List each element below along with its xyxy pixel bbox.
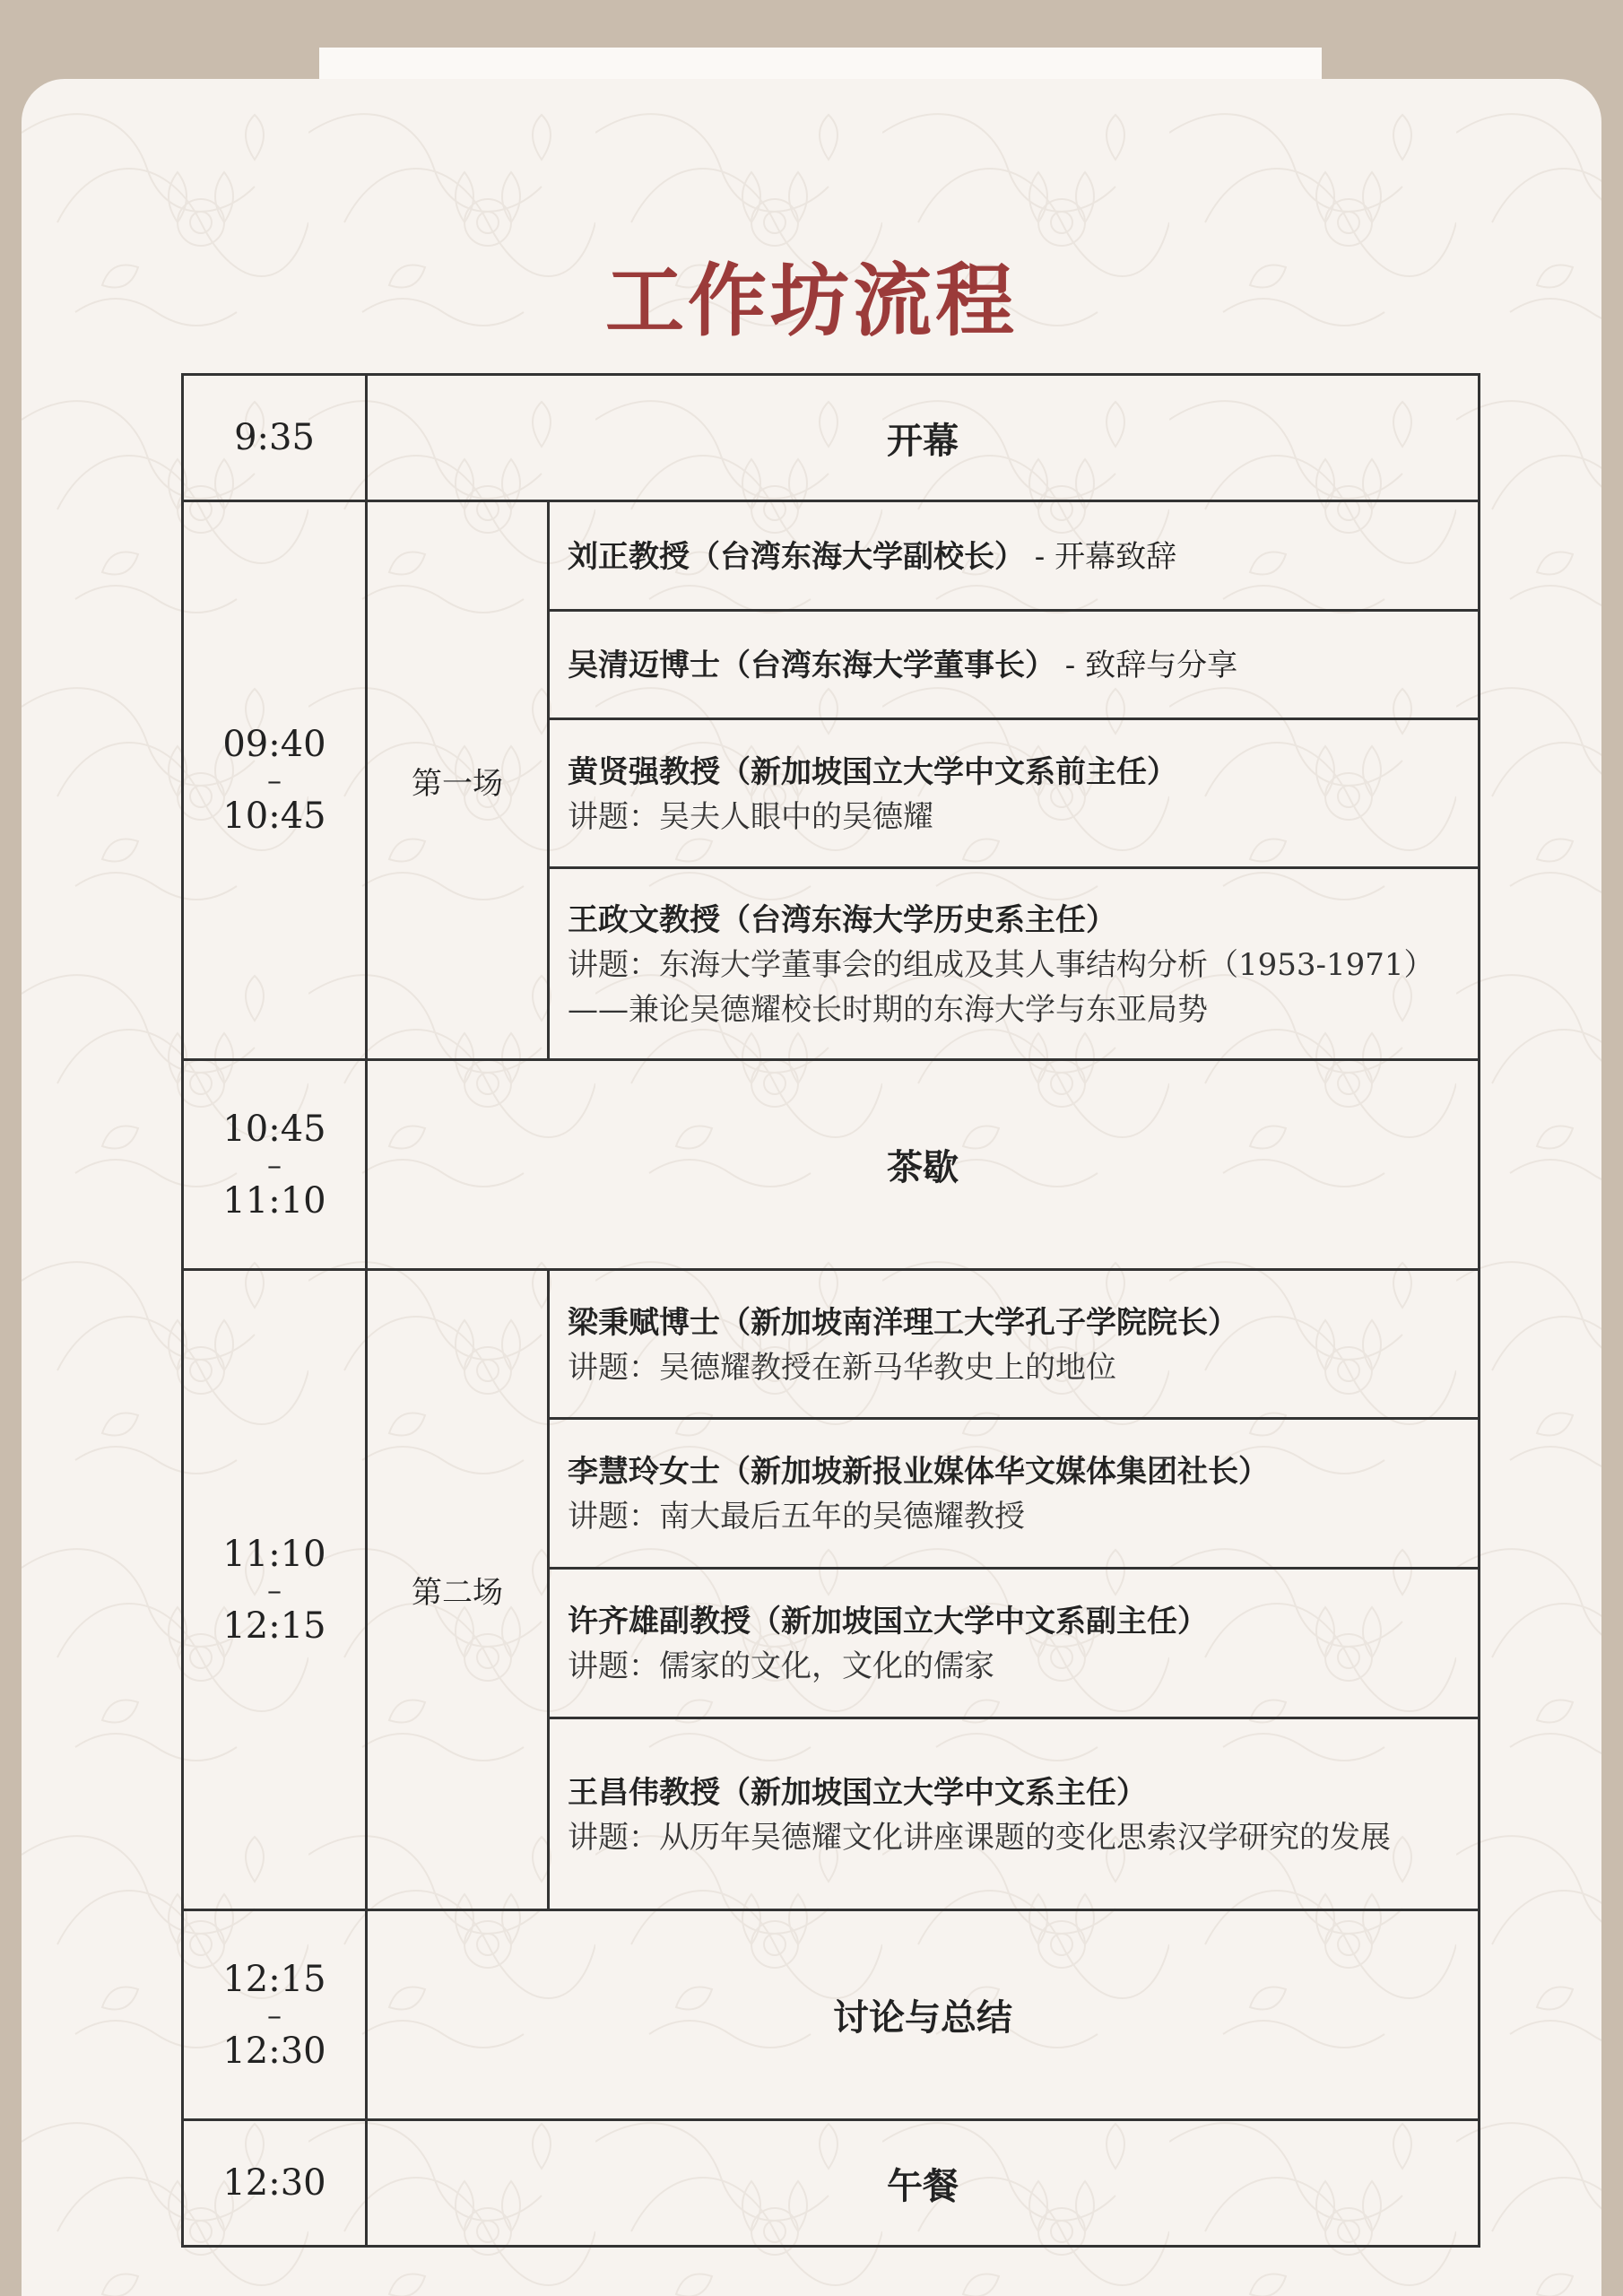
row-opening [183,375,1480,501]
speaker-cell [549,501,1480,611]
speaker-name: 吴清迈博士（台湾东海大学董事长） [568,648,1055,683]
time-label: 12:30 [222,2162,326,2204]
event-cell [367,1060,1480,1270]
time-cell [183,375,367,501]
time-start: 12:15 [222,1958,326,2000]
time-start: 11:10 [222,1533,326,1575]
time-end: 10:45 [222,796,326,837]
time-cell [183,2120,367,2247]
row-lunch [183,2120,1480,2247]
time-dash: – [267,1147,282,1182]
time-start: 09:40 [222,724,326,765]
speaker-note: - 开幕致辞 [1025,538,1177,575]
program-sheet [22,79,1601,2296]
page-title: 工作坊流程 [604,255,1018,347]
speaker-cell [549,1270,1480,1419]
time-cell [183,501,367,1060]
event-cell [367,375,1480,501]
time-cell [183,1910,367,2120]
speaker-topic: 讲题：吴德耀教授在新马华教史上的地位 [568,1349,1116,1386]
speaker-topic: 讲题：吴夫人眼中的吴德耀 [568,798,933,835]
row-break [183,1060,1480,1270]
speaker-cell [549,719,1480,868]
event-label: 讨论与总结 [833,1996,1012,2039]
event-cell [367,1910,1480,2120]
event-label: 茶歇 [887,1146,959,1188]
session-label: 第一场 [367,501,549,1060]
top-banner-bar [319,48,1322,82]
row-discussion [183,1910,1480,2120]
speaker-cell [549,1569,1480,1718]
event-label: 午餐 [887,2164,959,2207]
time-label: 9:35 [234,417,315,458]
time-dash: – [267,1997,282,2032]
speaker-topic: 讲题：从历年吴德耀文化讲座课题的变化思索汉学研究的发展 [568,1819,1391,1856]
speaker-cell [549,1718,1480,1910]
speaker-cell [549,868,1480,1060]
event-cell [367,2120,1480,2247]
schedule-table [181,373,1480,2248]
speaker-name: 梁秉赋博士（新加坡南洋理工大学孔子学院院长） [568,1304,1238,1341]
speaker-name: 刘正教授（台湾东海大学副校长） [568,538,1025,575]
time-end: 11:10 [222,1179,326,1222]
speaker-topic: 讲题：南大最后五年的吴德耀教授 [568,1499,1025,1535]
time-cell [183,1270,367,1910]
time-start: 10:45 [222,1108,326,1150]
time-dash: – [267,763,282,797]
time-end: 12:30 [222,2030,326,2072]
speaker-name: 黄贤强教授（新加坡国立大学中文系前主任） [568,753,1177,790]
event-label: 开幕 [887,419,959,462]
speaker-name: 许齐雄副教授（新加坡国立大学中文系副主任） [568,1604,1208,1639]
time-dash: – [267,1572,282,1607]
row-session2-speaker1 [183,1270,1480,1419]
speaker-name: 李慧玲女士（新加坡新报业媒体华文媒体集团社长） [568,1454,1269,1490]
speaker-name: 王昌伟教授（新加坡国立大学中文系主任） [568,1774,1147,1811]
speaker-topic: 讲题：儒家的文化，文化的儒家 [568,1648,994,1684]
time-end: 12:15 [222,1605,326,1647]
speaker-cell [549,611,1480,719]
speaker-cell [549,1419,1480,1569]
speaker-name: 王政文教授（台湾东海大学历史系主任） [568,901,1116,938]
speaker-note: - 致辞与分享 [1055,648,1238,683]
time-cell [183,1060,367,1270]
session-label: 第二场 [367,1270,549,1910]
row-session1-speaker1 [183,501,1480,611]
speaker-topic: 讲题：东海大学董事会的组成及其人事结构分析（1953-1971）——兼论吴德耀校长时期的东海大学与东亚局势 [568,946,1435,1028]
